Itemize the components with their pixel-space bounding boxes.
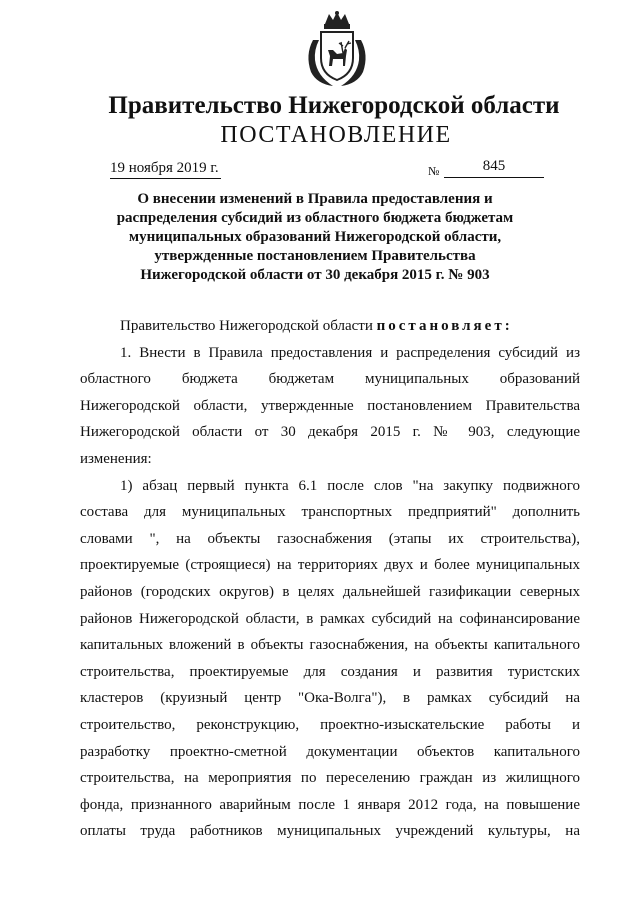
body-line: Нижегородской области, утвержденные постановлением Правительства [80,397,580,414]
preamble [80,313,580,340]
body-line: строительство, реконструкцию, проектно-изыскательские работы и [80,716,580,733]
body-line: оплаты труда работников муниципальных учреждений культуры, на [80,823,580,840]
number-sign: № [428,164,440,178]
body-line: состава для муниципальных транспортных предприятий" дополнить [80,504,580,521]
body-line: разработку проектно-сметной документации объектов капитального [80,743,580,760]
subject-line: распределения субсидий из областного бюджета бюджетам [116,210,514,226]
document-subject [100,190,530,285]
government-title: Правительство Нижегородской области [108,92,560,119]
subject-line: О внесении изменений в Правила предоставления и [137,191,493,207]
document-body [80,313,580,845]
subject-line: утвержденные постановлением Правительства [154,248,476,264]
body-line: проектируемые (строящиеся) на территориях двух и более муниципальных [80,557,580,574]
body-line: словами ", на объекты газоснабжения (этапы их строительства), [80,530,580,547]
preamble-verb: постановляет: [376,318,513,334]
preamble-text: Правительство Нижегородской области [120,318,377,334]
number-underline [444,177,544,178]
body-line: 1. Внести в Правила предоставления и распределения субсидий из [120,344,580,361]
coat-of-arms-icon [303,10,371,88]
subject-line: муниципальных образований Нижегородской области, [128,229,502,245]
subject-line: Нижегородской области от 30 декабря 2015 г. № 903 [140,267,490,283]
body-line: строительства, на мероприятия по переселению граждан из жилищного [80,770,580,787]
body-line: капитальных вложений в объекты газоснабжения, на объекты капитального [80,637,580,654]
body-line: строительства, проектируемые для создания и развития туристских [80,663,580,680]
body-line: изменения: [80,450,152,467]
body-line: областного бюджета бюджетам муниципальных образований [80,371,580,388]
body-line: кластеров (круизный центр "Ока-Волга"), в рамках субсидий на [80,690,580,707]
body-line: фонда, признанного аварийным после 1 января 2012 года, на повышение [80,796,580,813]
body-line: районов (городских округов) в целях дальнейшей газификации северных [80,583,580,600]
document-number: 845 [482,158,506,174]
body-line: 1) абзац первый пункта 6.1 после слов "на закупку подвижного [120,477,580,494]
document-date: 19 ноября 2019 г. [110,160,221,179]
body-line: районов Нижегородской области, в рамках субсидий на софинансирование [80,610,580,627]
body-line: Нижегородской области от 30 декабря 2015 г. № 903, следующие [80,424,580,441]
document-type: ПОСТАНОВЛЕНИЕ [220,122,452,148]
